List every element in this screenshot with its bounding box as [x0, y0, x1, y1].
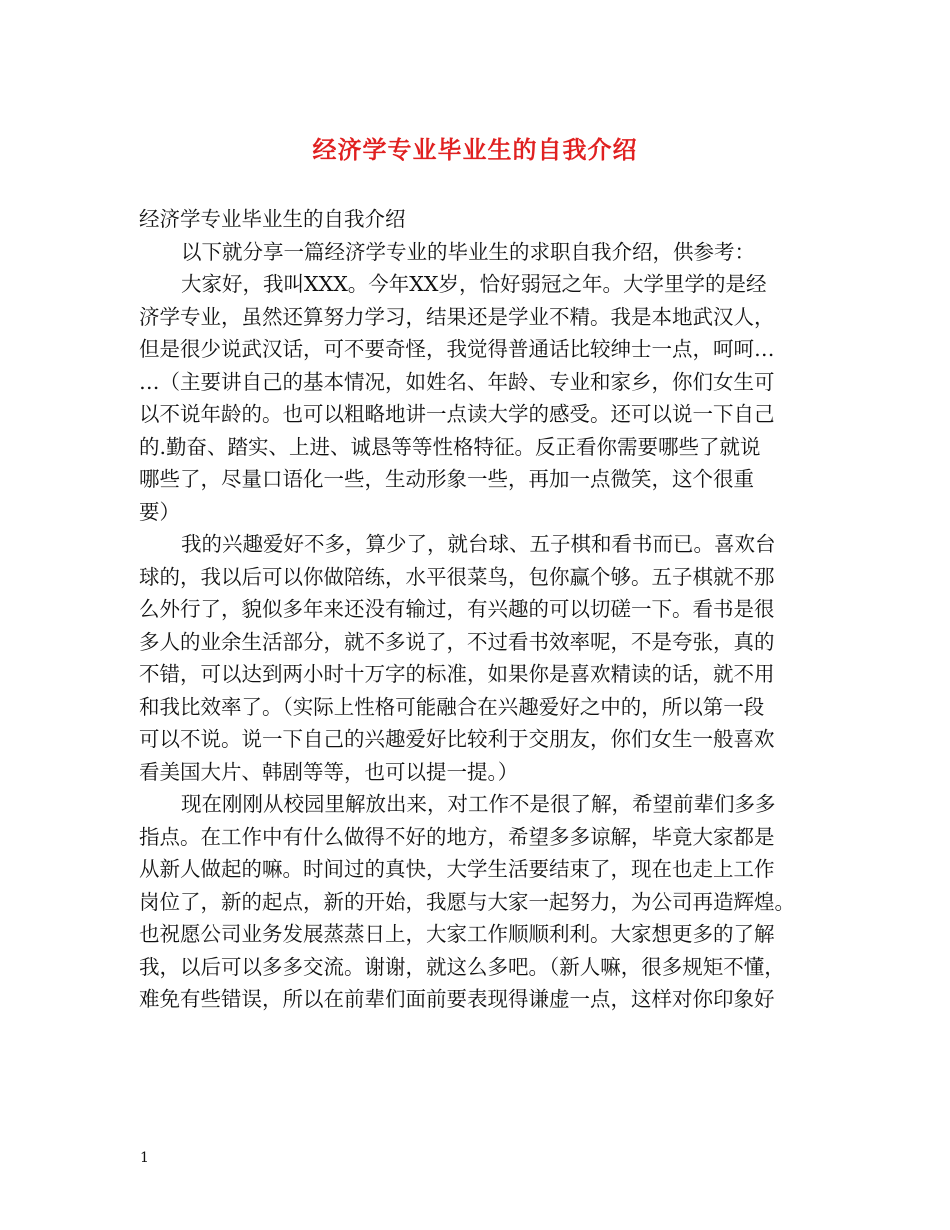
text-line: 也祝愿公司业务发展蒸蒸日上，大家工作顺顺利利。大家想更多的了解: [139, 922, 775, 946]
text-line: 可以不说。说一下自己的兴趣爱好比较利于交朋友，你们女生一般喜欢: [139, 727, 775, 751]
text-line: 我的兴趣爱好不多，算少了，就台球、五子棋和看书而已。喜欢台: [181, 532, 776, 556]
text-line: 不错，可以达到两小时十万字的标准，如果你是喜欢精读的话，就不用: [139, 662, 775, 686]
text-line: 要）: [139, 499, 180, 524]
document-body: [139, 203, 815, 1016]
text-line: 和我比效率了。（实际上性格可能融合在兴趣爱好之中的，所以第一段: [139, 694, 765, 719]
text-line: 么外行了，貌似多年来还没有输过，有兴趣的可以切磋一下。看书是很: [139, 597, 775, 621]
text-line: 多人的业余生活部分，就不多说了，不过看书效率呢，不是夸张，真的: [139, 629, 775, 654]
text-line: 现在刚刚从校园里解放出来，对工作不是很了解，希望前辈们多多: [181, 792, 776, 816]
text-line: 经济学专业毕业生的自我介绍: [139, 207, 406, 231]
text-line: 从新人做起的嘛。时间过的真快，大学生活要结束了，现在也走上工作: [139, 857, 775, 881]
text-line: …（主要讲自己的基本情况，如姓名、年龄、专业和家乡，你们女生可: [139, 369, 775, 394]
text-line: 球的，我以后可以你做陪练，水平很菜鸟，包你赢个够。五子棋就不那: [139, 564, 775, 589]
text-line: 看美国大片、韩剧等等，也可以提一提。）: [139, 759, 519, 784]
text-line: 指点。在工作中有什么做得不好的地方，希望多多谅解，毕竟大家都是: [139, 824, 775, 849]
page-number: 1: [140, 1150, 149, 1166]
document-title: 经济学专业毕业生的自我介绍: [312, 135, 638, 164]
text-line: 难免有些错误，所以在前辈们面前要表现得谦虚一点，这样对你印象好: [139, 987, 775, 1011]
text-line: 的.勤奋、踏实、上进、诚恳等等性格特征。反正看你需要哪些了就说: [139, 434, 761, 459]
text-line: 大家好，我叫XXX。今年XX岁，恰好弱冠之年。大学里学的是经: [181, 272, 767, 296]
text-line: 以不说年龄的。也可以粗略地讲一点读大学的感受。还可以说一下自己: [139, 402, 775, 426]
text-line: 岗位了，新的起点，新的开始，我愿与大家一起努力，为公司再造辉煌。: [139, 889, 795, 914]
text-line: 哪些了，尽量口语化一些，生动形象一些，再加一点微笑，这个很重: [139, 467, 754, 491]
text-line: 以下就分享一篇经济学专业的毕业生的求职自我介绍，供参考：: [181, 239, 755, 264]
text-line: 我，以后可以多多交流。谢谢，就这么多吧。（新人嘛，很多规矩不懂，: [139, 954, 785, 979]
text-line: 济学专业，虽然还算努力学习，结果还是学业不精。我是本地武汉人，: [139, 304, 775, 329]
text-line: 但是很少说武汉话，可不要奇怪，我觉得普通话比较绅士一点，呵呵…: [139, 337, 775, 361]
